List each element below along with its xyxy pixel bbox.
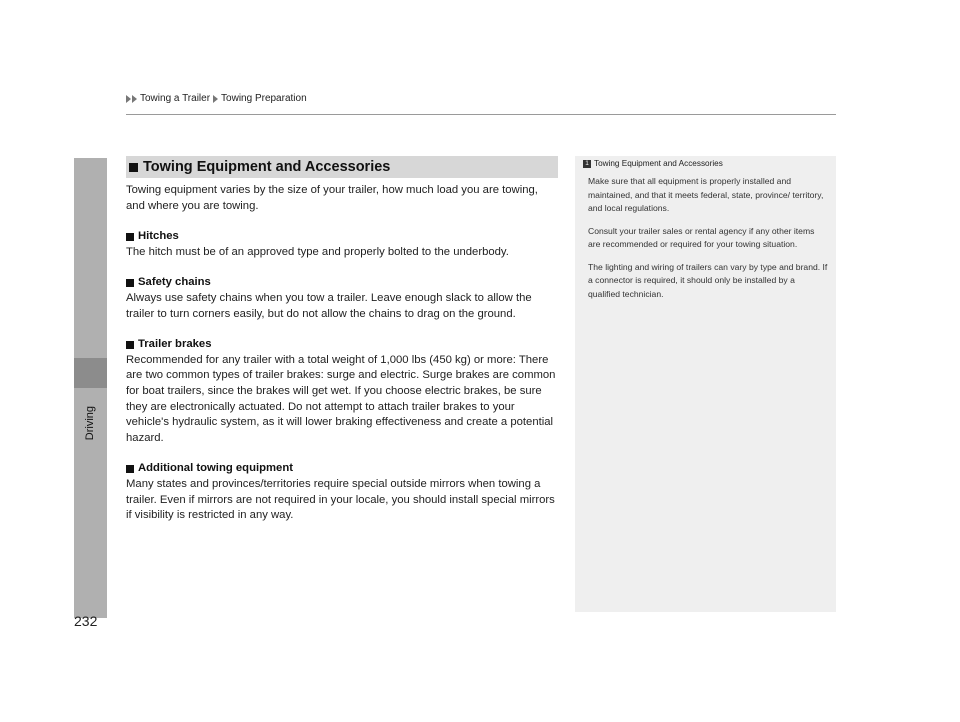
subsection-heading: Hitches [126, 229, 558, 245]
breadcrumb-item[interactable]: Towing a Trailer [140, 93, 211, 104]
chapter-label: Driving [84, 406, 96, 441]
section-title: Towing Equipment and Accessories [143, 159, 391, 175]
square-bullet-icon [126, 233, 134, 241]
note-title[interactable] [583, 159, 836, 168]
note-title-text: Towing Equipment and Accessories [594, 159, 723, 168]
subsection-body: Many states and provinces/territories require special outside mirrors when towing a trailer. Even if mirrors are not required in your locale, you should install special mirrors if visibility is restricted in any way. [126, 477, 555, 522]
page-number: 232 [74, 613, 98, 629]
note-paragraph: The lighting and wiring of trailers can vary by type and brand. If a connector is required, it should only be installed by a qualified technician. [588, 261, 828, 299]
main-content [126, 156, 558, 524]
note-paragraph: Make sure that all equipment is properly installed and maintained, and that it meets federal, state, province/ territory, and local regulations. [588, 176, 824, 213]
square-bullet-icon [126, 279, 134, 287]
subsection-body: Recommended for any trailer with a total weight of 1,000 lbs (450 kg) or more: There are two common types of trailer brakes: surge and electric. Surge brakes are common for boat trailers, since the brakes will get wet. If you choose electric brakes, be sure they are electronically actuated. Do not attempt to attach trailer brakes to your vehicle's hydraulic system, as it will lower braking effectiveness and create a potential hazard. [126, 353, 556, 444]
header-divider [126, 114, 836, 115]
square-bullet-icon [126, 341, 134, 349]
breadcrumb [126, 93, 307, 104]
breadcrumb-item[interactable]: Towing Preparation [221, 93, 307, 104]
subsection-heading: Trailer brakes [126, 337, 558, 353]
note-reference-icon: 1 [583, 160, 591, 168]
subsection-heading: Additional towing equipment [126, 461, 558, 477]
breadcrumb-arrow-icon [126, 95, 131, 103]
square-bullet-icon [129, 163, 138, 172]
section-heading [126, 156, 558, 178]
subsection-body: The hitch must be of an approved type and properly bolted to the underbody. [126, 245, 509, 258]
section-intro: Towing equipment varies by the size of your trailer, how much load you are towing, and where you are towing. [126, 184, 538, 212]
chapter-side-tab-marker [74, 358, 107, 388]
chapter-side-tab [74, 158, 107, 618]
breadcrumb-arrow-icon [132, 95, 137, 103]
square-bullet-icon [126, 465, 134, 473]
subsection-heading: Safety chains [126, 275, 558, 291]
sidebar-note [575, 156, 836, 612]
breadcrumb-arrow-icon [213, 95, 218, 103]
subsection-body: Always use safety chains when you tow a trailer. Leave enough slack to allow the trailer to turn corners easily, but do not allow the chains to drag on the ground. [126, 291, 532, 320]
note-paragraph: Consult your trailer sales or rental agency if any other items are recommended or required for your towing situation. [588, 225, 815, 249]
